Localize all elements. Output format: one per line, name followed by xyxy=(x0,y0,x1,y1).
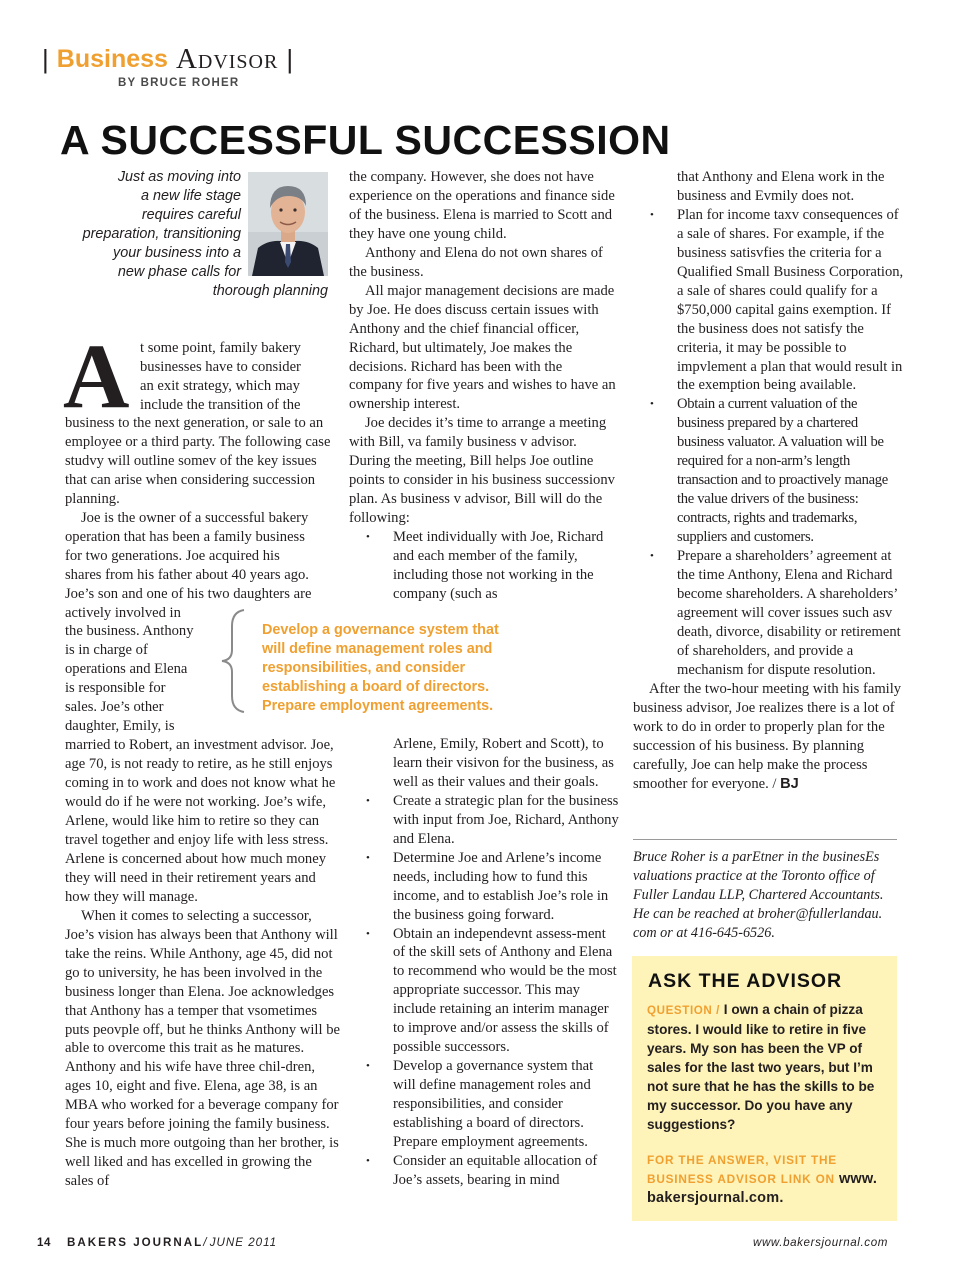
lead-line: businesses have to consider xyxy=(140,358,301,375)
pull-quote-line: Prepare employment agreements. xyxy=(262,698,494,714)
para-line: daughter, Emily, is xyxy=(65,718,175,735)
list-item: • Consider an equitable allocation of Joe’s assets, bearing in mind xyxy=(349,1152,619,1190)
pull-quote-line: responsibilities, and consider xyxy=(262,660,466,676)
advisor-task-list-continued xyxy=(349,792,619,1190)
column-3 xyxy=(633,168,905,793)
list-item: • Create a strategic plan for the business with input from Joe, Richard, Anthony and Elena. xyxy=(349,792,619,849)
paragraph: All major management decisions are made by Joe. He does discuss certain issues with Anthony and the chief financial officer, Richard, but ultimately, Joe makes the decisions. Richard has been with the company for five years and wishes to have an ownership interest. xyxy=(349,282,616,413)
ask-question xyxy=(647,1000,891,1134)
magazine-name: BAKERS JOURNAL xyxy=(67,1236,204,1249)
divider xyxy=(633,839,897,840)
para-line: the business. Anthony xyxy=(65,623,194,640)
question-label: QUESTION / xyxy=(647,1004,720,1017)
pull-quote-line: establishing a board of directors. xyxy=(262,679,490,695)
closing-paragraph xyxy=(633,680,905,794)
list-item-continued: Arlene, Emily, Robert and Scott), to learn their visivon for the business, as well as their values and their goals. xyxy=(393,736,614,790)
list-item: • Plan for income taxv consequences of a sale of shares. For example, if the business satisvfies the criteria for a Qualified Small Business Corporation, a sale of shares could qualify for a $750,000 capital gains exemption. If the business does not satisfy the criteria, it may be possible to impvlement a plan that would result in the exemption being available. xyxy=(633,206,905,396)
signoff: BJ xyxy=(780,775,799,792)
column-1-lead xyxy=(140,339,340,415)
footer-separator: / xyxy=(203,1236,207,1249)
intro-line: thorough planning xyxy=(212,283,328,299)
advisor-task-list-col3 xyxy=(633,206,905,680)
para-line: is in charge of xyxy=(65,642,148,659)
ask-heading: ASK THE ADVISOR xyxy=(648,970,843,992)
advisor-task-list xyxy=(349,528,617,604)
issue-date: JUNE 2011 xyxy=(209,1236,278,1249)
para-line: is responsible for xyxy=(65,680,166,697)
para-line: shares from his father about 40 years ago. xyxy=(65,566,309,583)
pull-quote xyxy=(262,621,562,716)
footer-left xyxy=(37,1236,277,1249)
ask-the-advisor-box xyxy=(632,956,897,1221)
paragraph: the company. However, she does not have experience on the operations and finance side of the business. Elena is married to Scott and they have one young child. xyxy=(349,169,615,242)
question-text: I own a chain of pizza stores. I would like to retire in five years. My son has been the VP of sales for the last two years, but I’m not sure that he has the skills to be my successor. Do you have any suggestions? xyxy=(647,1002,875,1132)
paragraph: married to Robert, an investment advisor. Joe, age 70, is not ready to retire, as he still enjoys coming in to work and does not know what he would do if he were not working. Joe’s wife, Arlene, would like him to retire so they can travel together and enjoy life with less stress. Arlene is concerned about how much money they will need in their retirement years and how they will manage. xyxy=(65,737,336,905)
section-word-advisor: Advisor xyxy=(175,42,279,75)
intro-line: a new life stage xyxy=(141,188,241,204)
column-2-bottom xyxy=(349,735,619,1190)
para-line: Joe is the owner of a successful bakery xyxy=(81,509,309,526)
article-title: A SUCCESSFUL SUCCESSION xyxy=(60,117,671,163)
author-photo xyxy=(248,172,328,276)
paragraph: Anthony and Elena do not own shares of the business. xyxy=(349,244,603,280)
ask-answer xyxy=(647,1151,891,1208)
paragraph: When it comes to selecting a successor, Joe’s vision has always been that Anthony will take the reins. While Anthony, age 45, did not go to university, he has been involved in the business longer than Elena. Joe acknowledges that Anthony has a temper that vsometimes puts peovple off, but he thinks Anthony will be able to overcome this trait as he matures. Anthony and his wife have three chil-dren, ages 10, eight and five. Elena, age 38, is an MBA who worked for a beverage company for four years before joining the family business. She is much more outgoing than her brother, is well liked and has excelled in growing the sales of xyxy=(65,907,340,1190)
para-line: sales. Joe’s other xyxy=(65,699,164,716)
intro-line: requires careful xyxy=(141,207,241,223)
closing-text: After the two-hour meeting with his family business advisor, Joe realizes there is a lot of work to do in order to properly plan for the succession of his business. By planning carefully, Joe can help make the process smoother for everyone. / xyxy=(633,680,902,792)
answer-link[interactable]: www. bakersjournal.com. xyxy=(647,1171,878,1206)
header-bar-left: | xyxy=(42,44,49,74)
para-line: Joe’s son and one of his two daughters are xyxy=(65,585,312,602)
list-item: • Obtain an independevnt assess-ment of the skill sets of Anthony and Elena to recommend who would be the most appropriate successor. This may include retaining an interim manager to improve and/or assess the skills of possible successors. xyxy=(349,925,619,1058)
lead-line: an exit strategy, which may xyxy=(140,377,300,394)
byline: BY BRUCE ROHER xyxy=(118,77,240,89)
paragraph: business to the next generation, or sale to an employee or a third party. The following case studvy will outline somev of the key issues that can arise when considering succession planning. xyxy=(65,415,331,507)
section-word-business: Business xyxy=(56,44,168,73)
list-item: • Develop a governance system that will define management roles and responsibilities, and consider establishing a board of directors. Prepare employment agreements. xyxy=(349,1057,619,1152)
paragraph: Joe decides it’s time to arrange a meeting with Bill, va family business v advisor. During the meeting, Bill helps Joe outline points to consider in his business successionv plan. As business v advisor, Bill will do the following: xyxy=(349,415,615,527)
drop-cap: A xyxy=(63,325,130,427)
para-line: operation that has been a family business xyxy=(65,528,305,545)
intro-line: preparation, transitioning xyxy=(82,226,241,242)
header-bar-right: | xyxy=(286,44,294,74)
pull-quote-brace xyxy=(214,606,254,716)
intro-line: Just as moving into xyxy=(117,169,241,185)
intro-line: new phase calls for xyxy=(117,264,241,280)
para-line: for two generations. Joe acquired his xyxy=(65,547,280,564)
answer-prefix: FOR THE ANSWER, VISIT THE BUSINESS ADVISOR LINK ON xyxy=(647,1153,837,1186)
author-bio: Bruce Roher is a parEtner in the businesEs valuations practice at the Toronto office of Fuller Landau LLP, Chartered Accountants. He can be reached at broher@fullerlandau. com or at 416-645-6526. xyxy=(633,849,884,941)
lead-line: include the transition of the xyxy=(140,396,301,413)
pull-quote-line: Develop a governance system that xyxy=(262,622,499,638)
list-item: • Prepare a shareholders’ agreement at the time Anthony, Elena and Richard become shareholders. A shareholders’ agreement will cover issues such asv death, divorce, disability or retirement of shareholders, and provide a mechanism for dispute resolution. xyxy=(633,547,905,680)
list-item: • Determine Joe and Arlene’s income needs, including how to fund this income, and to establish Joe’s role in the business going forward. xyxy=(349,849,619,925)
para-line: actively involved in xyxy=(65,604,181,621)
page-number: 14 xyxy=(37,1236,51,1249)
list-item: • Obtain a current valuation of the business prepared by a chartered business valuator. A valuation will be required for a non-arm’s length transaction and to proactively manage the value drivers of the business: contracts, rights and trademarks, suppliers and customers. xyxy=(633,395,905,547)
list-item: • Meet individually with Joe, Richard and each member of the family, including those not working in the company (such as xyxy=(349,528,617,604)
list-item-continued: that Anthony and Elena work in the business and Evmily does not. xyxy=(677,169,885,204)
intro-line: your business into a xyxy=(113,245,241,261)
section-header xyxy=(42,44,293,74)
lead-line: t some point, family bakery xyxy=(140,340,301,356)
footer-url[interactable]: www.bakersjournal.com xyxy=(752,1236,888,1249)
column-2-top xyxy=(349,168,617,604)
column-1 xyxy=(65,414,341,1191)
pull-quote-line: will define management roles and xyxy=(262,641,493,657)
para-line: operations and Elena xyxy=(65,661,188,678)
